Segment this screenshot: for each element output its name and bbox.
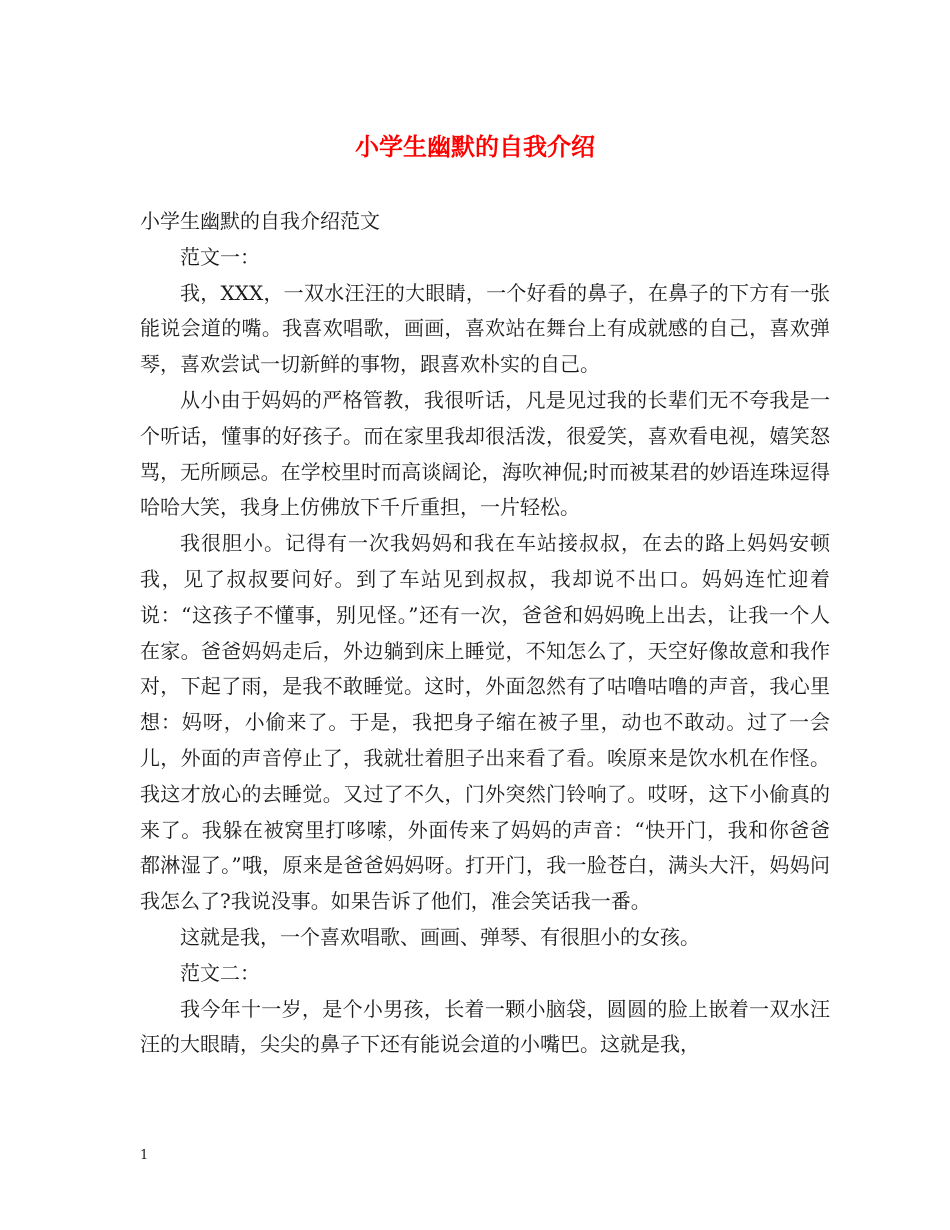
paragraph: 我今年十一岁，是个小男孩，长着一颗小脑袋，圆圆的脸上嵌着一双水汪汪的大眼睛，尖尖的鼻子下还有能说会道的小嘴巴。这就是我，	[140, 996, 830, 1057]
paragraph: 从小由于妈妈的严格管教，我很听话，凡是见过我的长辈们无不夸我是一个听话，懂事的好孩子。而在家里我却很活泼，很爱笑，喜欢看电视，嬉笑怒骂，无所顾忌。在学校里时而高谈阔论，海吹神侃;时而被某君的妙语连珠逗得哈哈大笑，我身上仿佛放下千斤重担，一片轻松。	[140, 387, 830, 520]
document-body	[140, 204, 830, 1063]
page-number: 1	[140, 1148, 149, 1163]
sample-two-label: 范文二：	[180, 960, 260, 985]
document-title: 小学生幽默的自我介绍	[355, 132, 595, 161]
paragraph: 我，XXX，一双水汪汪的大眼睛，一个好看的鼻子，在鼻子的下方有一张能说会道的嘴。我喜欢唱歌，画画，喜欢站在舞台上有成就感的自己，喜欢弹琴，喜欢尝试一切新鲜的事物，跟喜欢朴实的自己。	[140, 280, 830, 377]
sample-one-label: 范文一：	[180, 244, 260, 269]
paragraph: 这就是我，一个喜欢唱歌、画画、弹琴、有很胆小的女孩。	[180, 924, 700, 949]
paragraph: 我很胆小。记得有一次我妈妈和我在车站接叔叔，在去的路上妈妈安顿我，见了叔叔要问好。到了车站见到叔叔，我却说不出口。妈妈连忙迎着说：“这孩子不懂事，别见怪。”还有一次，爸爸和妈妈晚上出去，让我一个人在家。爸爸妈妈走后，外边躺到床上睡觉，不知怎么了，天空好像故意和我作对，下起了雨，是我不敢睡觉。这时，外面忽然有了咕噜咕噜的声音，我心里想：妈呀，小偷来了。于是，我把身子缩在被子里，动也不敢动。过了一会儿，外面的声音停止了，我就壮着胆子出来看了看。唉原来是饮水机在作怪。我这才放心的去睡觉。又过了不久，门外突然门铃响了。哎呀，这下小偷真的来了。我躲在被窝里打哆嗦，外面传来了妈妈的声音：“快开门，我和你爸爸都淋湿了。”哦，原来是爸爸妈妈呀。打开门，我一脸苍白，满头大汗，妈妈问我怎么了?我说没事。如果告诉了他们，准会笑话我一番。	[140, 531, 830, 914]
document-subtitle: 小学生幽默的自我介绍范文	[140, 209, 380, 233]
